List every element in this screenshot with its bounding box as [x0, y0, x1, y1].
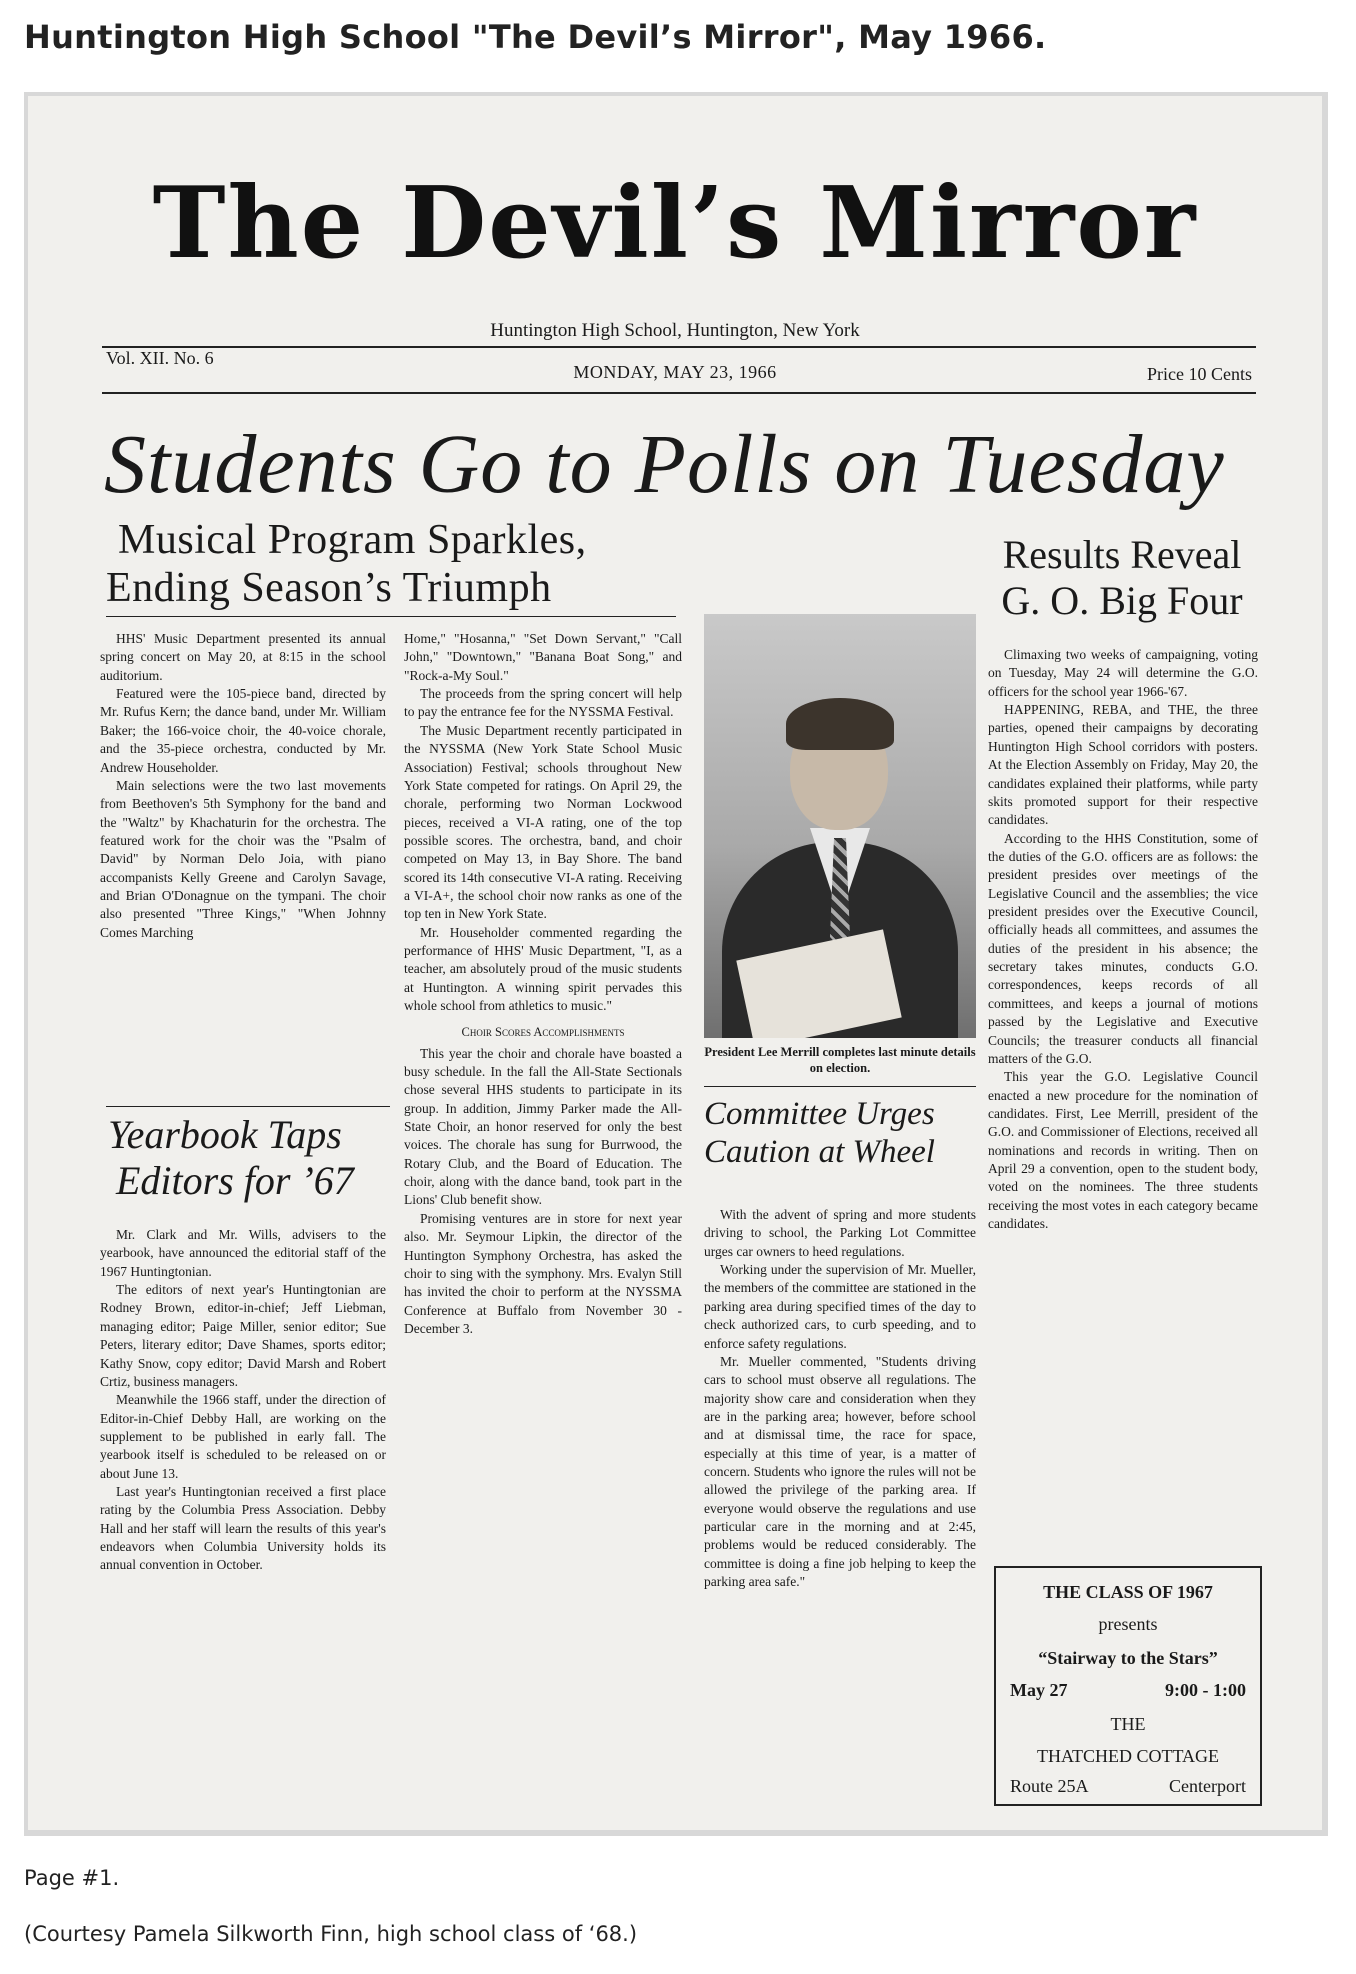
paragraph: Main selections were the two last movements from Beethoven's 5th Symphony for the band and the "Waltz" by Khachaturin for the orchestra. The featured work for the choir was the "Psalm of David" by Norman Delo Joia, with piano accompanists Kelly Greene and Carolyn Savage, and Brian O'Donagnue on the tympani. The choir also presented "Three Kings," "When Johnny Comes Marching: [100, 777, 386, 940]
paragraph: Home," "Hosanna," "Set Down Servant," "Call John," "Downtown," "Banana Boat Song," and "Rock-a-My Soul.": [404, 631, 682, 683]
paragraph: With the advent of spring and more students driving to school, the Parking Lot Committee urges car owners to heed regulations.: [704, 1207, 976, 1259]
rule-bottom: [102, 392, 1256, 394]
class-of-1967-ad: [994, 1566, 1262, 1806]
paragraph: According to the HHS Constitution, some of the duties of the G.O. officers are as follows: the president presides over meetings of the Legislative Council and the assemblies; the vice president presides over the Executive Council, officially heads all committees, and assumes the duties of the president in his absence; the secretary takes minutes, conducts G.O. correspondences, keeps records of all committees, and keeps a journal of motions passed by the Legislative and Executive Councils; the treasurer conducts all financial matters of the G.O.: [988, 830, 1258, 1066]
paragraph: The proceeds from the spring concert will help to pay the entrance fee for the NYSSMA Festival.: [404, 686, 682, 720]
ad-route: Route 25A: [1010, 1776, 1089, 1796]
results-headline-line1: Results Reveal: [1002, 532, 1242, 577]
main-headline: Students Go to Polls on Tuesday: [104, 418, 1225, 511]
newspaper-photo: [24, 92, 1328, 1836]
committee-rule: [704, 1086, 976, 1087]
ad-line-presents: presents: [1098, 1614, 1158, 1634]
music-headline-line2: Ending Season’s Triumph: [106, 565, 552, 612]
paragraph: HHS' Music Department presented its annual spring concert on May 20, at 8:15 in the school auditorium.: [100, 631, 386, 683]
paragraph: This year the choir and chorale have boasted a busy schedule. In the fall the All-State Sectionals chose several HHS students to participate in its group. In addition, Jimmy Parker made the All-State Choir, an honor reserved for only the best voices. The chorale has sung for Burrwood, the Rotary Club, and the Board of Education. The choir, along with the dance band, took part in the Lions' Club benefit show.: [404, 1045, 682, 1208]
masthead: The Devil’s Mirror: [152, 166, 1198, 281]
ad-line-class: THE CLASS OF 1967: [1043, 1582, 1213, 1602]
price: Price 10 Cents: [1147, 364, 1252, 384]
ad-date: May 27: [1010, 1680, 1068, 1700]
page-label: Page #1.: [24, 1866, 120, 1890]
committee-body: [704, 1206, 976, 1592]
paragraph: The Music Department recently participated in the NYSSMA (New York State School Music Association) Festival; schools throughout New York State competed for ratings. On April 29, the chorale, performing two Norman Lockwood pieces, received a VI-A rating, one of the top possible scores. The orchestra, band, and choir competed on May 13, in Bay Shore. The band scored its 14th consecutive VI-A rating. Receiving a VI-A+, the school choir now ranks as one of the top ten in New York State.: [404, 722, 682, 922]
paragraph: The editors of next year's Huntingtonian are Rodney Brown, editor-in-chief; Jeff Liebman, managing editor; Paige Miller, senior editor; Sue Peters, literary editor; Dave Shames, sports editor; Kathy Snow, copy editor; David Marsh and Robert Crtiz, business managers.: [100, 1282, 386, 1389]
committee-headline: [704, 1096, 935, 1172]
ad-town: Centerport: [1169, 1776, 1246, 1796]
music-headline: [106, 516, 587, 613]
volume-number: Vol. XII. No. 6: [106, 348, 214, 368]
paragraph: This year the G.O. Legislative Council enacted a new procedure for the nomination of candidates. First, Lee Merrill, president of the G.O. and Commissioner of Elections, received all nominations and records in writing. Then on April 29 a convention, open to the student body, voted on the nominees. The three students receiving the most votes in each category became candidates.: [988, 1069, 1258, 1232]
newspaper-page: [28, 96, 1322, 1830]
yearbook-headline-line2: Editors for ’67: [116, 1158, 354, 1203]
paragraph: Last year's Huntingtonian received a first place rating by the Columbia Press Association. Debby Hall and her staff will learn the results of this year's endeavors when Columbia University holds its annual convention in October.: [100, 1484, 386, 1573]
ad-line-the: THE: [1110, 1714, 1146, 1734]
paragraph: Mr. Mueller commented, "Students driving cars to school must observe all regulations. The majority show care and consideration when they are in the parking area; however, before school and at dismissal time, the race for space, especially at this time of year, is a matter of concern. Students who ignore the rules will not be allowed the privilege of the parking area. If everyone would observe the regulations and use particular care in the morning and at 2:45, problems would be reduced considerably. The committee is doing a fine job helping to keep the parking area safe.": [704, 1353, 976, 1590]
committee-headline-line1: Committee Urges: [704, 1096, 935, 1132]
committee-headline-line2: Caution at Wheel: [704, 1133, 935, 1170]
paragraph: Mr. Householder commented regarding the performance of HHS' Music Department, "I, as a teacher, am absolutely proud of the music students at Huntington. A winning spirit pervades this whole school from athletics to music.": [404, 924, 682, 1014]
music-rule: [106, 616, 676, 617]
music-col1: [100, 630, 386, 942]
page-title: Huntington High School "The Devil’s Mirror", May 1966.: [24, 18, 1047, 56]
issue-date: MONDAY, MAY 23, 1966: [573, 362, 777, 382]
photo-hair: [786, 698, 894, 750]
photo-caption: President Lee Merrill completes last minute details on election.: [704, 1045, 976, 1076]
paragraph: Featured were the 105-piece band, directed by Mr. Rufus Kern; the dance band, under Mr. William Baker; the 166-voice choir, the 40-voice chorale, and the 35-piece orchestra, conducted by Mr. Andrew Householder.: [100, 686, 386, 775]
president-photo: [704, 614, 976, 1038]
results-body: [988, 646, 1258, 1234]
yearbook-rule: [106, 1106, 390, 1107]
paragraph: Working under the supervision of Mr. Mueller, the members of the committee are stationed in the parking area during specified times of the day to check authorized cars, to curb speeding, and to enforce safety regulations.: [704, 1262, 976, 1351]
paragraph: Climaxing two weeks of campaigning, voting on Tuesday, May 24 will determine the G.O. officers for the school year 1966-'67.: [988, 647, 1258, 699]
yearbook-body: [100, 1226, 386, 1575]
music-col2: [404, 630, 682, 1338]
ad-time: 9:00 - 1:00: [1165, 1680, 1246, 1700]
choir-heading: Choir Scores Accomplishments: [461, 1024, 625, 1039]
paragraph: Promising ventures are in store for next year also. Mr. Seymour Lipkin, the director of the Huntington Symphony Orchestra, has asked the choir to sing with the symphony. Mrs. Evalyn Still has invited the choir to perform at the NYSSMA Conference at Buffalo from November 30 - December 3.: [404, 1210, 682, 1336]
school-line: Huntington High School, Huntington, New York: [490, 320, 860, 341]
rule-top: [102, 346, 1256, 348]
results-headline: [982, 532, 1262, 624]
music-headline-line1: Musical Program Sparkles,: [118, 517, 587, 563]
paragraph: HAPPENING, REBA, and THE, the three parties, opened their campaigns by decorating Huntington High School corridors with posters. At the Election Assembly on Friday, May 20, the candidates explained their platforms, while party skits promoted support for their respective candidates.: [988, 702, 1258, 828]
yearbook-headline: [108, 1112, 354, 1204]
courtesy-line: (Courtesy Pamela Silkworth Finn, high school class of ‘68.): [24, 1922, 638, 1946]
yearbook-headline-line1: Yearbook Taps: [108, 1112, 342, 1157]
ad-venue: THATCHED COTTAGE: [1036, 1746, 1220, 1766]
paragraph: Meanwhile the 1966 staff, under the direction of Editor-in-Chief Debby Hall, are working on the supplement to be published in early fall. The yearbook itself is scheduled to be released on or about June 13.: [100, 1392, 386, 1481]
paragraph: Mr. Clark and Mr. Wills, advisers to the yearbook, have announced the editorial staff of the 1967 Huntingtonian.: [100, 1227, 386, 1279]
ad-line-title: “Stairway to the Stars”: [1038, 1648, 1218, 1668]
results-headline-line2: G. O. Big Four: [1001, 578, 1243, 623]
